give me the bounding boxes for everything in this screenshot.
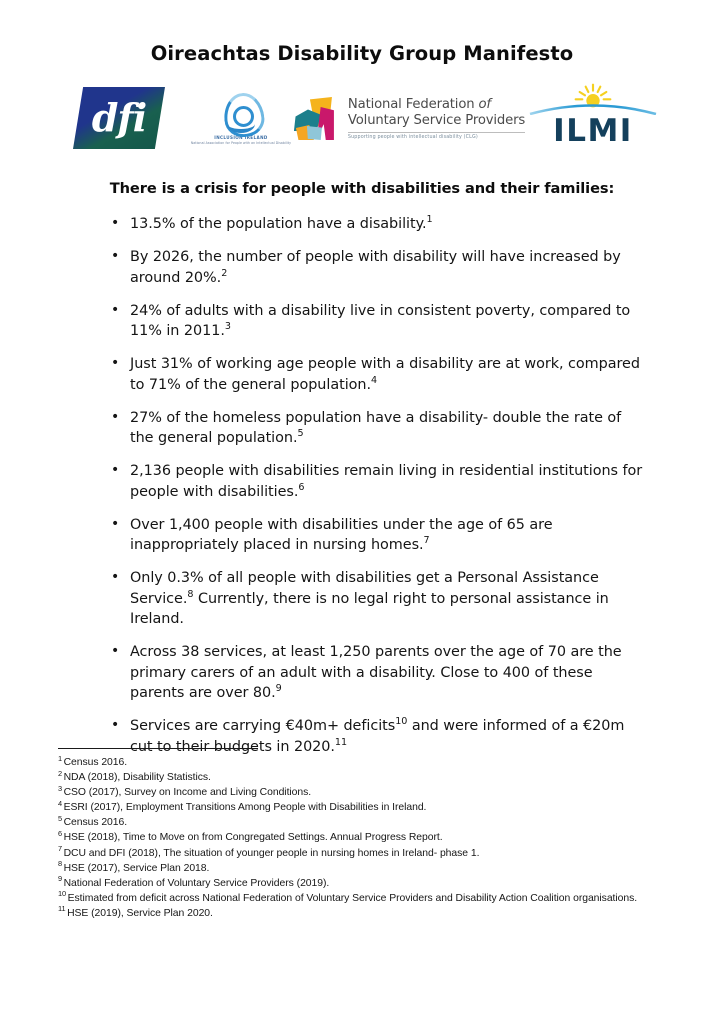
footnote-item <box>58 861 658 876</box>
footnotes-section <box>58 748 658 921</box>
footnote-number: 8 <box>58 859 63 869</box>
bullet-text: Just 31% of working age people with a disability are at work, compared to 71% of the general population. <box>130 356 640 393</box>
arc-icon <box>529 99 657 115</box>
footnote-item <box>58 906 658 921</box>
inclusion-ireland-name: INCLUSION IRELAND <box>214 134 268 140</box>
footnote-number: 2 <box>58 768 63 778</box>
footnote-ref: 10 <box>395 716 408 728</box>
list-item <box>0 568 724 630</box>
footnote-text: HSE (2019), Service Plan 2020. <box>67 907 213 919</box>
footnote-item <box>58 876 658 891</box>
footnote-ref: 5 <box>297 428 304 440</box>
page-title: Oireachtas Disability Group Manifesto <box>150 42 574 65</box>
footnote-text: HSE (2018), Time to Move on from Congregated Settings. Annual Progress Report. <box>63 832 443 844</box>
list-item <box>0 461 724 502</box>
footnote-number: 1 <box>58 753 63 763</box>
footnote-number: 4 <box>58 798 63 808</box>
list-item <box>0 642 724 704</box>
footnote-item <box>58 785 658 800</box>
national-federation-fan-icon <box>293 95 341 141</box>
footnote-text: ESRI (2017), Employment Transitions Among People with Disabilities in Ireland. <box>63 802 427 814</box>
footnote-number: 9 <box>58 874 63 884</box>
logo-inclusion-ireland <box>187 85 295 151</box>
footnote-text: DCU and DFI (2018), The situation of younger people in nursing homes in Ireland- phase 1. <box>63 847 480 859</box>
bullet-text: Across 38 services, at least 1,250 parents over the age of 70 are the primary carers of an adult with a disability. Close to 400 of these parents are over 80. <box>130 644 622 701</box>
bullet-text: 2,136 people with disabilities remain living in residential institutions for people with disabilities. <box>130 463 643 500</box>
bullet-text: Over 1,400 people with disabilities under the age of 65 are inappropriately placed in nursing homes. <box>130 516 553 553</box>
footnote-item <box>58 846 658 861</box>
logo-dfi <box>67 85 171 151</box>
national-federation-wordmark <box>348 97 525 140</box>
footnote-ref: 3 <box>224 321 231 333</box>
footnote-item <box>58 830 658 845</box>
nf-line-1: National Federation of <box>347 96 491 112</box>
footnote-ref: 4 <box>371 374 378 386</box>
footnote-text: CSO (2017), Survey on Income and Living Conditions. <box>63 787 312 799</box>
logo-ilmi <box>529 83 657 153</box>
ilmi-sun-arc-icon <box>529 83 657 115</box>
bullet-text: 13.5% of the population have a disability. <box>130 216 427 232</box>
bullet-text-continued: and were informed of a €20m cut to their budgets in 2020. <box>130 718 625 755</box>
dfi-logo-mark <box>73 87 165 149</box>
footnote-number: 11 <box>58 904 66 914</box>
lead-heading: There is a crisis for people with disabilities and their families: <box>109 180 615 197</box>
footnote-number: 10 <box>58 889 67 899</box>
ilmi-wordmark: ILMI <box>553 113 633 149</box>
footnote-text: Census 2016. <box>63 817 128 829</box>
footnote-item <box>58 815 658 830</box>
nf-line-2: Voluntary Service Providers <box>347 113 526 128</box>
footnote-text: Estimated from deficit across National Federation of Voluntary Service Providers and Disability Action Coalition organisations. <box>67 892 638 904</box>
footnote-ref: 6 <box>298 481 305 493</box>
footnote-ref: 2 <box>221 267 228 279</box>
crisis-bullet-list <box>0 214 724 757</box>
inclusion-ireland-tagline: National Association for People with an Intellectual Disability <box>190 141 292 146</box>
list-item <box>0 515 724 556</box>
logo-strip <box>0 82 724 154</box>
footnote-number: 6 <box>58 829 63 838</box>
list-item <box>0 214 724 235</box>
list-item <box>0 301 724 342</box>
logo-national-federation <box>303 85 526 151</box>
footnote-separator <box>58 748 258 749</box>
footnote-text: HSE (2017), Service Plan 2018. <box>63 862 210 874</box>
footnote-number: 5 <box>58 813 63 823</box>
bullet-text: 24% of adults with a disability live in consistent poverty, compared to 11% in 2011. <box>130 302 631 339</box>
bullet-text: By 2026, the number of people with disability will have increased by around 20%. <box>130 249 621 286</box>
footnote-ref: 11 <box>334 736 348 748</box>
list-item <box>0 247 724 288</box>
footnote-item <box>58 891 658 906</box>
footnote-number: 3 <box>58 783 63 793</box>
footnote-number: 7 <box>58 844 63 854</box>
footnote-item <box>58 770 658 785</box>
footnote-text: National Federation of Voluntary Service Providers (2019). <box>63 877 330 889</box>
dfi-wordmark: dfi <box>91 94 147 140</box>
bullet-text: 27% of the homeless population have a disability- double the rate of the general population. <box>130 409 622 446</box>
footnote-text: Census 2016. <box>63 757 128 768</box>
nf-divider <box>348 132 525 133</box>
footnote-text: NDA (2018), Disability Statistics. <box>63 772 211 784</box>
footnote-item <box>58 800 658 815</box>
footnote-ref: 7 <box>423 535 430 547</box>
footnote-item <box>58 755 658 770</box>
inclusion-ireland-swirl-icon <box>221 91 261 133</box>
footnote-ref: 1 <box>426 214 433 226</box>
bullet-text-continued: Currently, there is no legal right to personal assistance in Ireland. <box>130 590 609 627</box>
bullet-text: Services are carrying €40m+ deficits <box>130 718 396 734</box>
nf-tagline: Supporting people with intellectual disability (CLG) <box>347 134 478 140</box>
footnote-ref: 9 <box>275 683 282 695</box>
list-item <box>0 408 724 449</box>
bullet-text: Only 0.3% of all people with disabilities get a Personal Assistance Service. <box>130 570 599 607</box>
footnote-ref: 8 <box>187 588 194 600</box>
list-item <box>0 354 724 395</box>
